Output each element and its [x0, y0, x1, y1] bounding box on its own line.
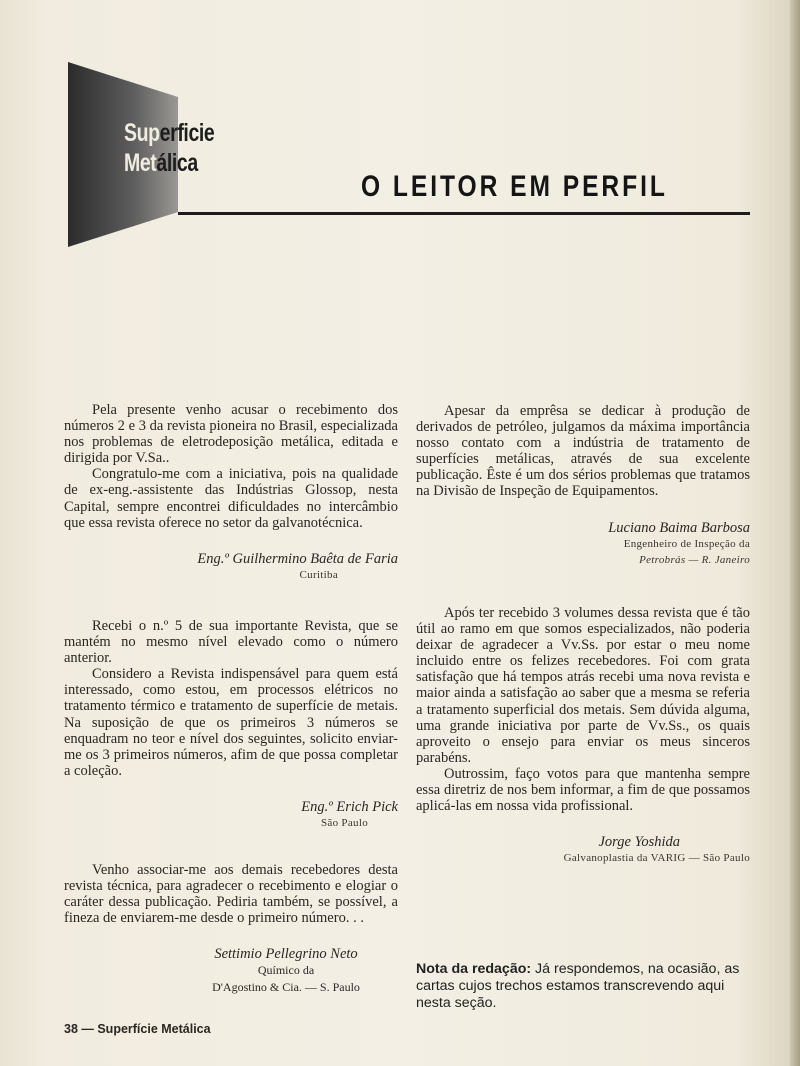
logo-line-2: Metálica — [124, 149, 198, 177]
editorial-note — [416, 961, 752, 1012]
editorial-note-text: Já respondemos, na ocasião, as cartas cujos trechos estamos transcrevendo aqui nesta seção. — [416, 961, 740, 1011]
letter-paragraph: Apesar da emprêsa se dedicar à produção de derivados de petróleo, julgamos da máxima importância nosso contato com a indústria de tratamento de superfícies metálicas, através de sua excelente publicação. Êste é um dos sérios problemas que tratamos na Divisão de Inspeção de Equipamentos. — [416, 403, 750, 500]
page-binding-edge — [790, 0, 800, 1066]
letter-barbosa — [416, 403, 750, 568]
letter-title: Químico da — [257, 963, 315, 978]
page-title: O LEITOR EM PERFIL — [361, 170, 668, 203]
letter-signature-block — [174, 946, 398, 994]
letter-company: Petrobrás — R. Janeiro — [639, 553, 750, 566]
letter-location: São Paulo — [320, 817, 368, 830]
letter-signature: Eng.º Guilhermino Baêta de Faria — [197, 550, 398, 567]
section-logo-text — [124, 118, 214, 178]
letter-paragraph: Considero a Revista indispensável para quem está interessado, como estou, em processos elétricos no tratamento térmico e tratamento de superfície de metais. Na suposição de que os primeiros 3 números se enquadram no teor e nível dos seguintes, solicito enviar-me os 3 primeiros números, afim de que possa completar a coleção. — [64, 666, 398, 779]
letter-pick — [64, 618, 398, 831]
letter-location: Curitiba — [299, 568, 338, 581]
letter-yoshida — [416, 605, 750, 866]
letter-signature: Settimio Pellegrino Neto — [214, 946, 358, 963]
letter-signature: Jorge Yoshida — [598, 834, 680, 851]
letter-paragraph: Pela presente venho acusar o recebimento dos números 2 e 3 da revista pioneira no Brasil, especializada nos problemas de eletrodeposição metálica, editada e dirigida por V.Sa.. — [64, 402, 398, 467]
letter-paragraph: Outrossim, faço votos para que mantenha sempre essa diretriz de nos bem informar, a fim de que possamos aplicá-las em nossa vida profissional. — [416, 765, 750, 815]
letter-paragraph: Congratulo-me com a iniciativa, pois na qualidade de ex-eng.-assistente das Indústrias Glossop, nesta Capital, sempre encontrei dificuldades no intercâmbio que essa revista oferece no setor da galvanotécnica. — [64, 466, 398, 531]
letter-pellegrino — [64, 862, 398, 995]
page-footer: 38 — Superfície Metálica — [64, 1022, 211, 1036]
letter-paragraph: Após ter recebido 3 volumes dessa revista que é tão útil ao ramo em que somos especializados, não poderia deixar de agradecer a Vv.Ss. por estar o meu nome incluido entre os felizes recebedores. Foi com grata satisfação que há tempos atrás recebi uma nova revista e maior ainda a satisfação ao saber que a mesma se referia a tratamento superficial dos metais. Sem dúvida alguma, uma grande iniciativa por parte de Vv.Ss., os quais aproveito o ensejo para enviar os meus sinceros parabéns. — [416, 605, 750, 766]
letter-company: D'Agostino & Cia. — S. Paulo — [212, 979, 360, 994]
letter-signature: Luciano Baima Barbosa — [608, 519, 750, 536]
letter-company: Galvanoplastia da VARIG — São Paulo — [563, 852, 750, 865]
letter-signature: Eng.º Erich Pick — [301, 798, 398, 815]
letter-faria — [64, 402, 398, 583]
title-underline — [178, 212, 750, 215]
letter-paragraph: Recebi o n.º 5 de sua importante Revista, que se mantém no mesmo nível elevado como o número anterior. — [64, 618, 398, 667]
editorial-note-label: Nota da redação: — [416, 961, 532, 977]
logo-line-1: Superficie — [124, 119, 215, 147]
letter-role: Engenheiro de Inspeção da — [623, 537, 750, 550]
letter-paragraph: Venho associar-me aos demais recebedores desta revista técnica, para agradecer o recebimento e elogiar o caráter dessa publicação. Pediria também, se possível, a fineza de enviarem-me desde o primeiro número. . . — [64, 862, 398, 927]
